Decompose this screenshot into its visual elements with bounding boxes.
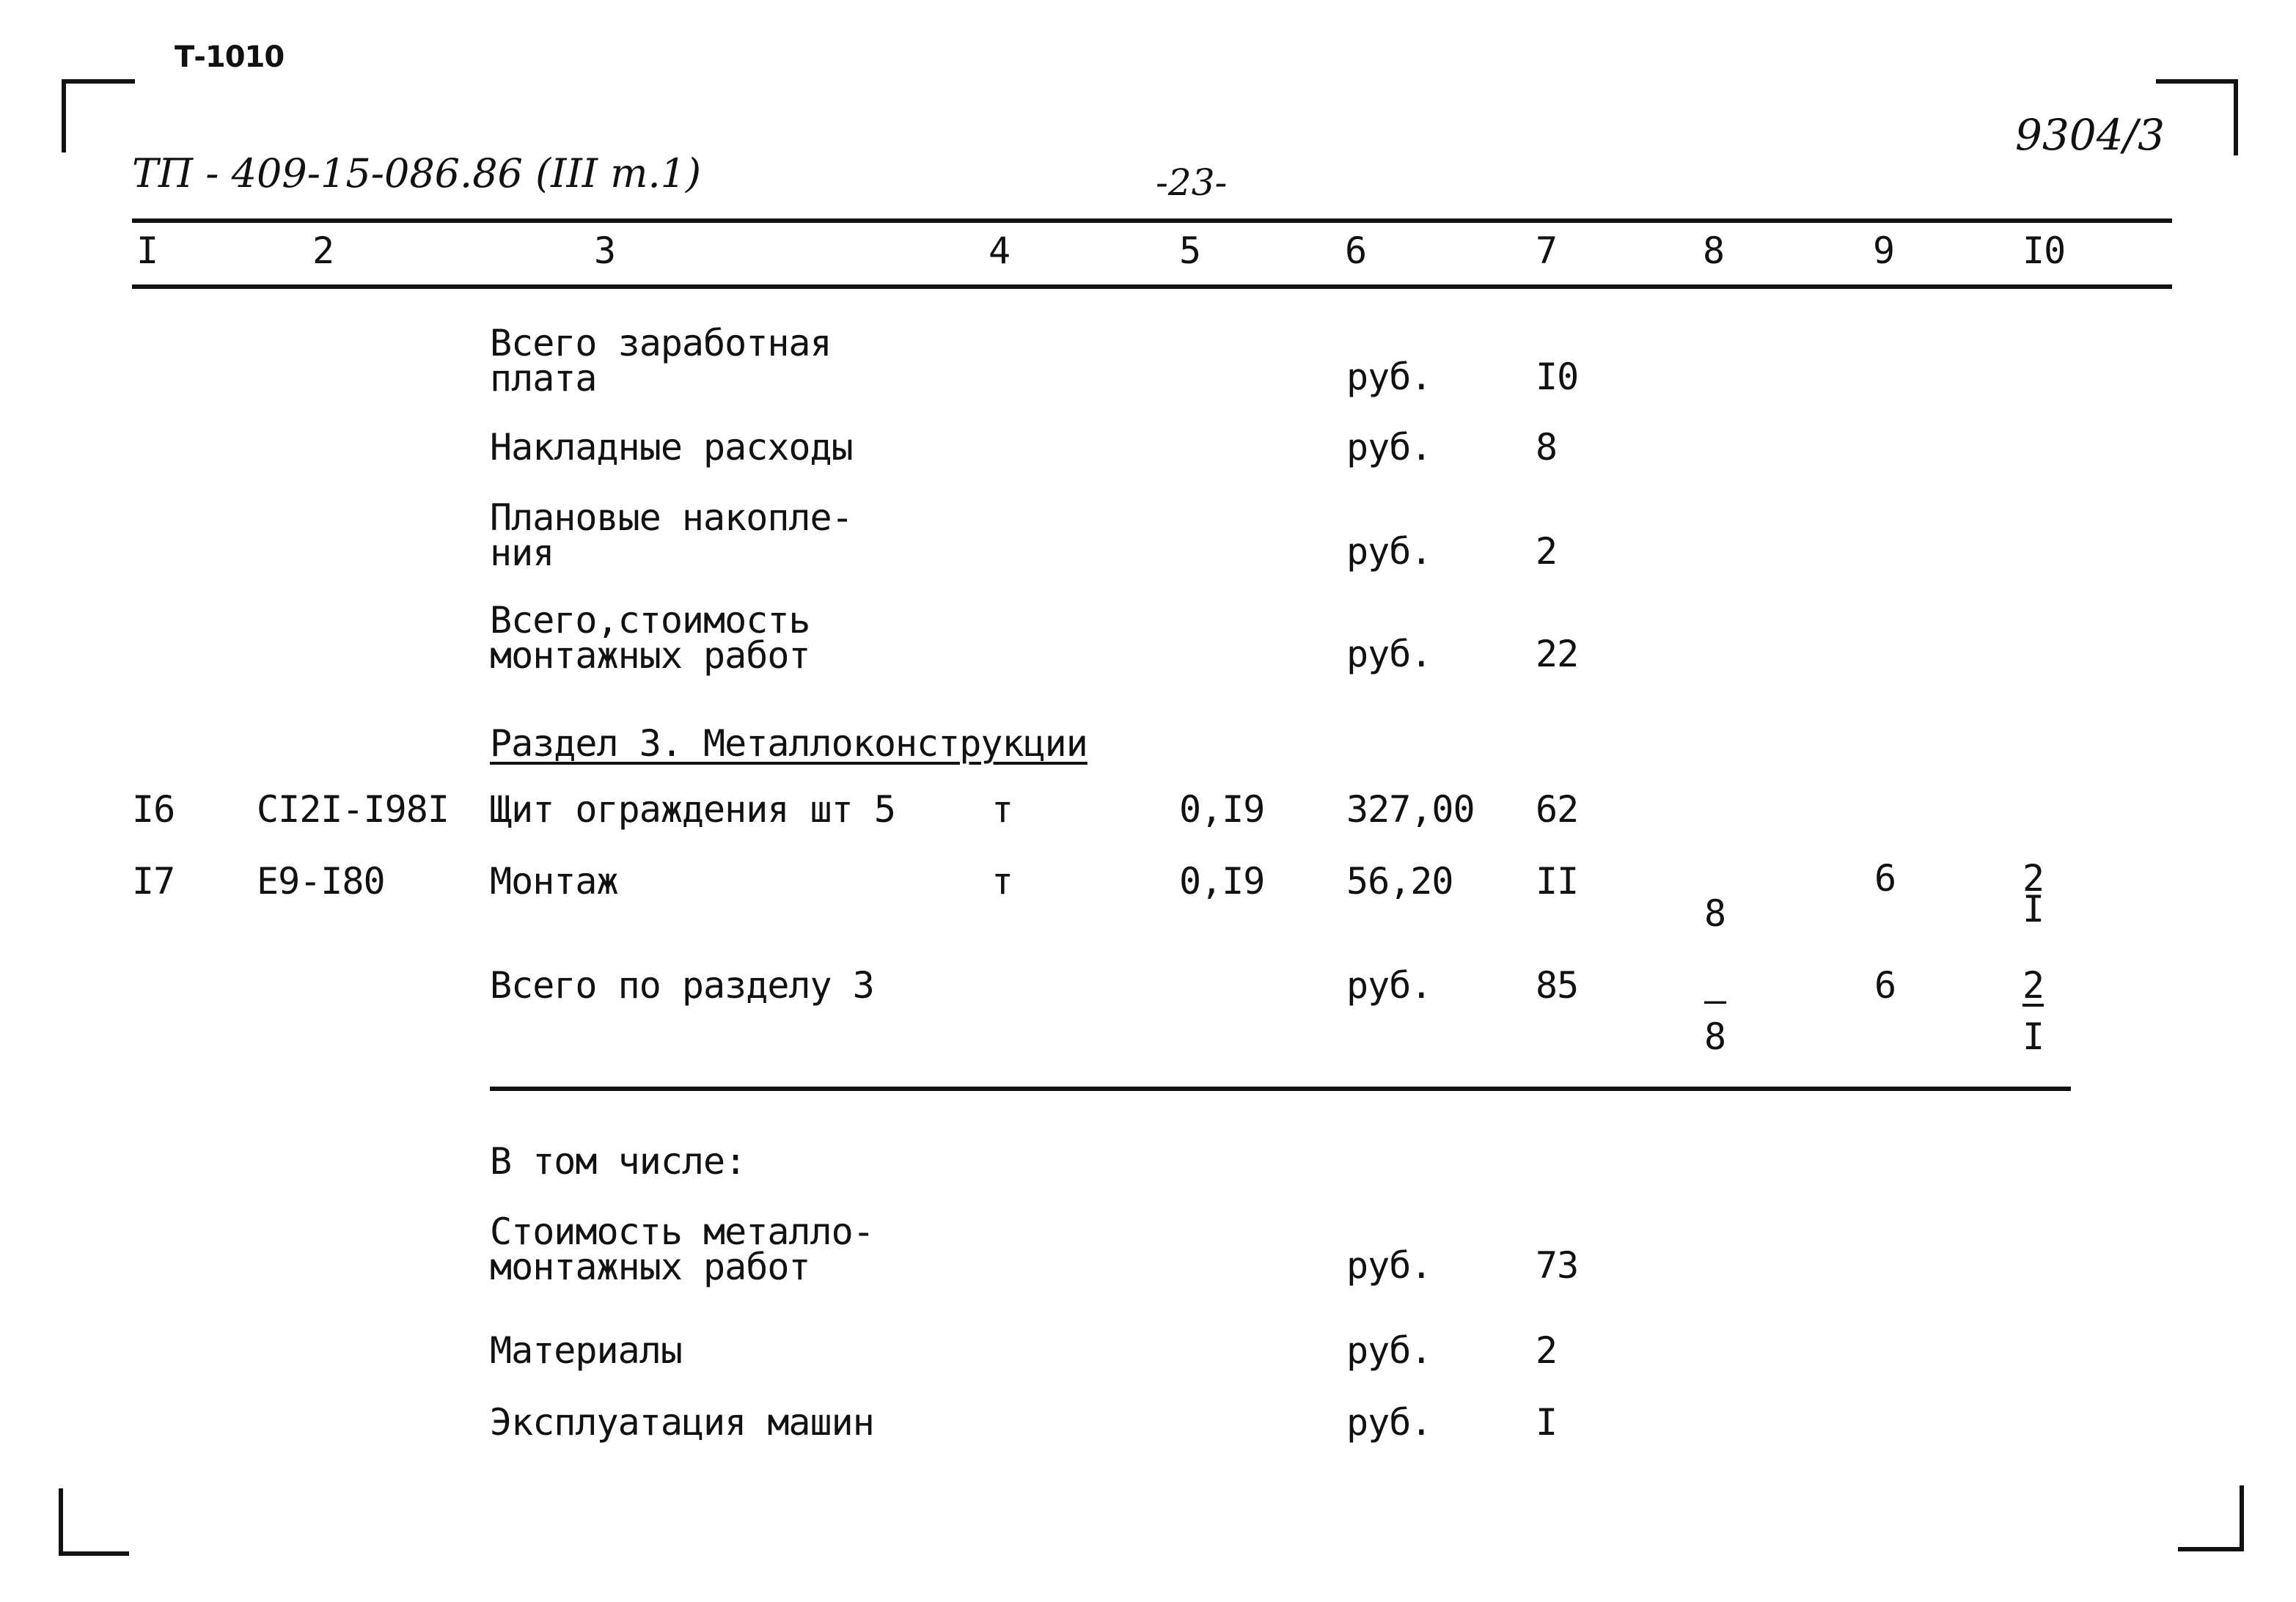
row-16-total: 62	[1536, 788, 1579, 831]
section-total-col8-bottom: 8	[1704, 1015, 1726, 1058]
frame-corner-bottom-left-v	[59, 1488, 63, 1556]
summary-top-unit-2: руб.	[1346, 530, 1432, 573]
row-16-unit: т	[991, 788, 1013, 831]
frame-corner-top-left-v	[62, 79, 66, 153]
row-16-qty: 0,I9	[1179, 788, 1265, 831]
col-header-8: 8	[1703, 229, 1725, 272]
summary-top-total-0: I0	[1536, 356, 1579, 398]
section-title: Раздел 3. Металлоконструкции	[490, 722, 1088, 765]
summary-top-unit-1: руб.	[1346, 426, 1432, 469]
including-label: В том числе:	[490, 1140, 747, 1183]
document-code: Т-1010	[175, 40, 285, 74]
row-16-num: I6	[132, 788, 175, 831]
summary-top-total-1: 8	[1536, 426, 1558, 469]
frame-corner-top-right-h	[2156, 79, 2238, 84]
row-17-price: 56,20	[1346, 860, 1453, 903]
summary-bottom-total-0: 73	[1536, 1244, 1579, 1287]
row-17-col8: 8	[1704, 892, 1726, 935]
frame-corner-top-left-h	[62, 79, 135, 84]
col-header-7: 7	[1536, 229, 1558, 272]
summary-bottom-total-2: I	[1536, 1401, 1558, 1444]
row-17-col10-top: 2	[2022, 857, 2044, 900]
summary-top-name-0: Всего заработная плата	[490, 322, 832, 400]
row-17-qty: 0,I9	[1179, 860, 1265, 903]
row-17-col10-bottom: I	[2022, 888, 2044, 930]
section-divider	[490, 1087, 2071, 1091]
summary-top-name-2: Плановые накопле- ния	[490, 496, 853, 574]
section-total-total: 85	[1536, 964, 1579, 1007]
project-number: ТП - 409-15-086.86 (III т.1)	[132, 150, 702, 196]
row-16-price: 327,00	[1346, 788, 1475, 831]
sheet-number: 9304/3	[2015, 110, 2165, 160]
section-total-name: Всего по разделу 3	[490, 964, 874, 1007]
summary-bottom-unit-1: руб.	[1346, 1329, 1432, 1372]
summary-bottom-name-2: Эксплуатация машин	[490, 1401, 874, 1444]
section-total-col9: 6	[1874, 964, 1896, 1007]
header-top-rule	[132, 218, 2172, 223]
section-total-col8-top: –	[1704, 979, 1726, 1021]
row-17-total: II	[1536, 860, 1579, 903]
col-header-1: I	[136, 229, 158, 272]
col-header-4: 4	[989, 229, 1011, 272]
summary-top-total-3: 22	[1536, 633, 1579, 675]
frame-corner-bottom-right-v	[2240, 1485, 2244, 1551]
col-header-5: 5	[1179, 229, 1201, 272]
summary-bottom-unit-2: руб.	[1346, 1401, 1432, 1444]
col-header-3: 3	[594, 229, 616, 272]
summary-top-name-3: Всего,стоимость монтажных работ	[490, 599, 810, 677]
section-total-unit: руб.	[1346, 964, 1432, 1007]
col-header-6: 6	[1345, 229, 1367, 272]
row-16-code: СI2I-I98I	[257, 788, 449, 831]
col-header-10: I0	[2022, 229, 2066, 272]
summary-bottom-name-1: Материалы	[490, 1329, 682, 1372]
summary-top-name-1: Накладные расходы	[490, 426, 853, 469]
col-header-2: 2	[312, 229, 334, 272]
summary-bottom-unit-0: руб.	[1346, 1244, 1432, 1287]
summary-bottom-total-1: 2	[1536, 1329, 1558, 1372]
row-17-name: Монтаж	[490, 860, 618, 903]
row-17-unit: т	[991, 860, 1013, 903]
row-17-code: Е9-I80	[257, 860, 385, 903]
header-bottom-rule	[132, 284, 2172, 289]
page-number: -23-	[1156, 161, 1228, 204]
summary-top-unit-3: руб.	[1346, 633, 1432, 675]
summary-top-total-2: 2	[1536, 530, 1558, 573]
row-17-num: I7	[132, 860, 175, 903]
row-17-col9: 6	[1874, 857, 1896, 900]
summary-top-unit-0: руб.	[1346, 356, 1432, 398]
section-total-col10-top: 2	[2022, 964, 2044, 1007]
frame-corner-bottom-left-h	[59, 1551, 129, 1556]
frame-corner-top-right-v	[2234, 79, 2238, 155]
frame-corner-bottom-right-h	[2178, 1547, 2244, 1551]
summary-bottom-name-0: Стоимость металло- монтажных работ	[490, 1210, 874, 1288]
row-16-name: Щит ограждения шт 5	[490, 788, 895, 831]
section-total-col10-bottom: I	[2022, 1015, 2044, 1058]
col-header-9: 9	[1873, 229, 1895, 272]
